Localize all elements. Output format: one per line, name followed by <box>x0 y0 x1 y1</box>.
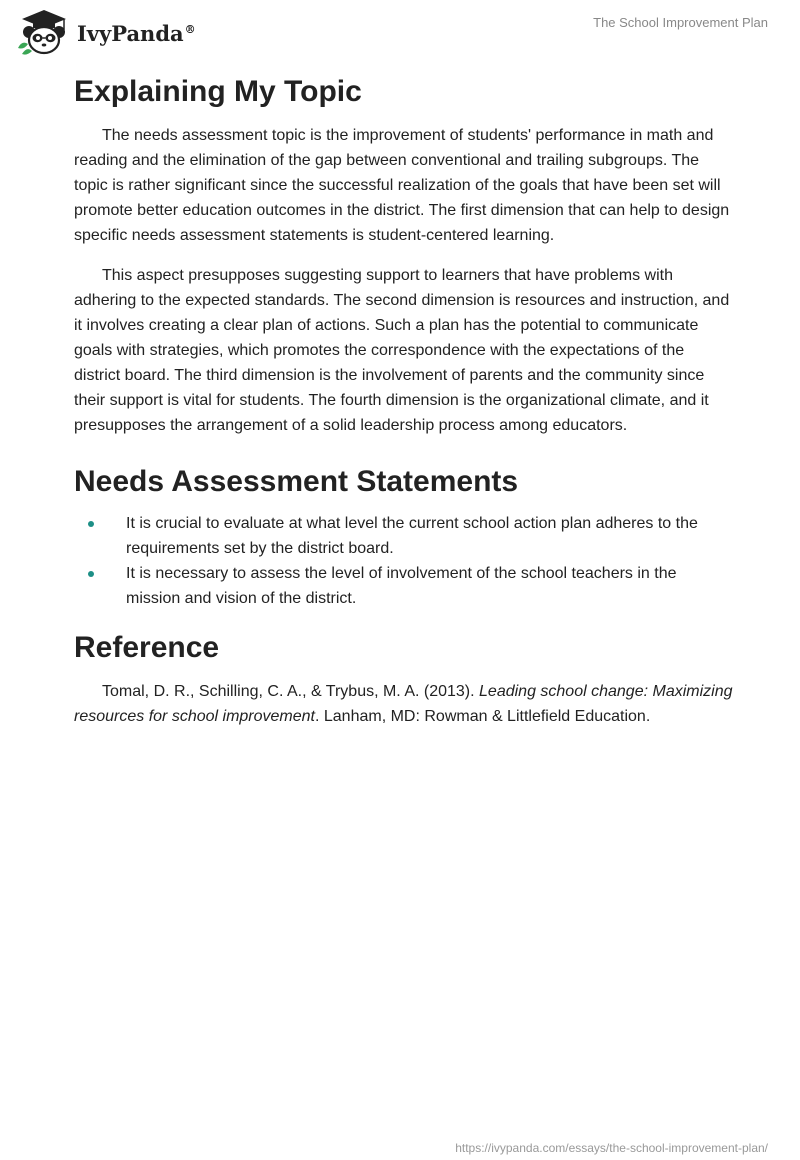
topic-paragraph-2: This aspect presupposes suggesting support to learners that have problems with adhering to the expected standards. The second dimension is resources and instruction, and it involves creating a clear plan of actions. Such a plan has the potential to communicate goals with strategies, which promotes the correspondence with the expectations of the district board. The third dimension is the involvement of parents and the community since their support is vital for students. The fourth dimension is the organizational climate, and it presupposes the arrangement of a solid leadership process among educators. <box>74 267 730 434</box>
list-item <box>74 561 734 611</box>
reference-entry <box>74 679 734 729</box>
bullet-dot-icon <box>88 571 94 577</box>
ivypanda-logo[interactable] <box>14 8 196 56</box>
needs-statements-list <box>74 511 734 611</box>
panda-graduate-icon <box>14 8 74 56</box>
reference-title: Leading school change: Maximizing resources for school improvement <box>74 683 733 725</box>
bullet-dot-icon <box>88 521 94 527</box>
list-item-text: It is crucial to evaluate at what level the current school action plan adheres to the requirements set by the district board. <box>126 515 698 557</box>
reference-authors: Tomal, D. R., Schilling, C. A., & Trybus, M. A. (2013). <box>102 683 480 700</box>
list-item <box>74 511 734 561</box>
heading-reference: Reference <box>74 631 220 664</box>
heading-needs-assessment: Needs Assessment Statements <box>74 465 519 498</box>
topic-paragraph-1: The needs assessment topic is the improvement of students' performance in math and reading and the elimination of the gap between conventional and trailing subgroups. The topic is rather significant since the successful realization of the goals that have been set will promote better education outcomes in the district. The first dimension that can help to design specific needs assessment statements is student-centered learning. <box>74 127 730 244</box>
list-item-text: It is necessary to assess the level of involvement of the school teachers in the mission and vision of the district. <box>126 565 677 607</box>
running-title: The School Improvement Plan <box>593 15 768 30</box>
brand-name: IvyPanda® <box>77 20 196 46</box>
document-body <box>74 72 734 729</box>
heading-explaining-topic: Explaining My Topic <box>74 75 362 108</box>
footer-source-link[interactable]: https://ivypanda.com/essays/the-school-improvement-plan/ <box>455 1141 768 1155</box>
reference-publisher: . Lanham, MD: Rowman & Littlefield Education. <box>314 708 651 725</box>
